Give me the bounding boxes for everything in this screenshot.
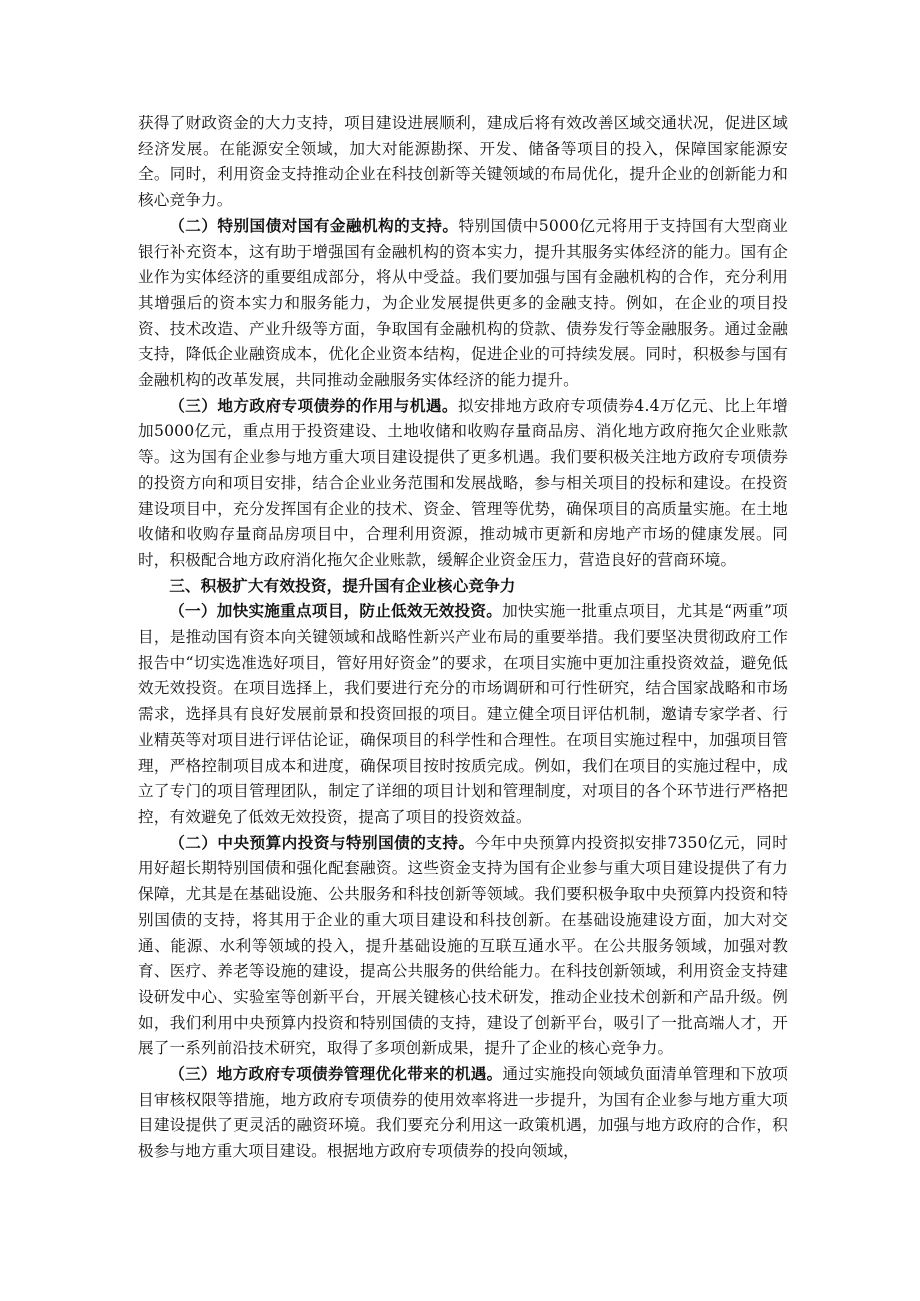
paragraph-text: 通过实施投向领域负面清单管理和下放项目审核权限等措施，地方政府专项债券的使用效率将进一步提升，为国有企业参与地方重大项目建设提供了更灵活的融资环境。我们要充分利用这一政策机遇，加强与地方政府的合作，积极参与地方重大项目建设。根据地方政府专项债券的投向领域， bbox=[138, 1065, 789, 1161]
paragraph-text: 今年中央预算内投资拟安排7350亿元，同时用好超长期特别国债和强化配套融资。这些资金支持为国有企业参与重大项目建设提供了有力保障，尤其是在基础设施、公共服务和科技创新等领域。我们要积极争取中央预算内投资和特别国债的支持，将其用于企业的重大项目建设和科技创新。在基础设施建设方面，加大对交通、能源、水利等领域的投入，提升基础设施的互联互通水平。在公共服务领域，加强对教育、医疗、养老等设施的建设，提高公共服务的供给能力。在科技创新领域，利用资金支持建设研发中心、实验室等创新平台，开展关键核心技术研发，推动企业技术创新和产品升级。例如，我们利用中央预算内投资和特别国债的支持，建设了创新平台，吸引了一批高端人才，开展了一系列前沿技术研究，取得了多项创新成果，提升了企业的核心竞争力。 bbox=[138, 833, 788, 1058]
paragraph-lead: （一）加快实施重点项目，防止低效无效投资。 bbox=[169, 602, 503, 621]
paragraph-lead: （二）特别国债对国有金融机构的支持。 bbox=[169, 216, 459, 235]
paragraph-text: 特别国债中5000亿元将用于支持国有大型商业银行补充资本，这有助于增强国有金融机构的资本实力，提升其服务实体经济的能力。国有企业作为实体经济的重要组成部分，将从中受益。我们要加强与国有金融机构的合作，充分利用其增强后的资本实力和服务能力，为企业发展提供更多的金融支持。例如，在企业的项目投资、技术改造、产业升级等方面，争取国有金融机构的贷款、债券发行等金融服务。通过金融支持，降低企业融资成本，优化企业资本结构，促进企业的可持续发展。同时，积极参与国有金融机构的改革发展，共同推动金融服务实体经济的能力提升。 bbox=[138, 216, 788, 390]
paragraph-continuation bbox=[138, 111, 788, 214]
paragraph-local-bonds bbox=[138, 394, 788, 574]
paragraph-lead: （二）中央预算内投资与特别国债的支持。 bbox=[169, 833, 475, 852]
paragraph-text: 获得了财政资金的大力支持，项目建设进展顺利，建成后将有效改善区域交通状况，促进区域经济发展。在能源安全领域，加大对能源勘探、开发、储备等项目的投入，保障国家能源安全。同时，利用资金支持推动企业在科技创新等关键领域的布局优化，提升企业的创新能力和核心竞争力。 bbox=[138, 114, 788, 210]
paragraph-key-projects bbox=[138, 599, 788, 830]
paragraph-special-bonds-financial bbox=[138, 214, 788, 394]
paragraph-text: 加快实施一批重点项目，尤其是“两重”项目，是推动国有资本向关键领域和战略性新兴产业布局的重要举措。我们要坚决贯彻政府工作报告中“切实选准选好项目，管好用好资金”的要求，在项目实施中更加注重投资效益，避免低效无效投资。在项目选择上，我们要进行充分的市场调研和可行性研究，结合国家战略和市场需求，选择具有良好发展前景和投资回报的项目。建立健全项目评估机制，邀请专家学者、行业精英等对项目进行评估论证，确保项目的科学性和合理性。在项目实施过程中，加强项目管理，严格控制项目成本和进度，确保项目按时按质完成。例如，我们在项目的实施过程中，成立了专门的项目管理团队，制定了详细的项目计划和管理制度，对项目的各个环节进行严格把控，有效避免了低效无效投资，提高了项目的投资效益。 bbox=[138, 602, 788, 826]
paragraph-lead: （三）地方政府专项债券管理优化带来的机遇。 bbox=[169, 1065, 503, 1084]
paragraph-lead: （三）地方政府专项债券的作用与机遇。 bbox=[169, 396, 458, 415]
paragraph-text: 拟安排地方政府专项债券4.4万亿元、比上年增加5000亿元，重点用于投资建设、土地收储和收购存量商品房、消化地方政府拖欠企业账款等。这为国有企业参与地方重大项目建设提供了更多机遇。我们要积极关注地方政府专项债券的投资方向和项目安排，结合企业业务范围和发展战略，参与相关项目的投标和建设。在投资建设项目中，充分发挥国有企业的技术、资金、管理等优势，确保项目的高质量实施。在土地收储和收购存量商品房项目中，合理利用资源，推动城市更新和房地产市场的健康发展。同时，积极配合地方政府消化拖欠企业账款，缓解企业资金压力，营造良好的营商环境。 bbox=[138, 396, 788, 569]
paragraph-bond-management bbox=[138, 1062, 788, 1165]
paragraph-central-budget bbox=[138, 831, 788, 1062]
section-heading: 三、积极扩大有效投资，提升国有企业核心竞争力 bbox=[169, 576, 516, 595]
document-body bbox=[138, 111, 788, 1165]
